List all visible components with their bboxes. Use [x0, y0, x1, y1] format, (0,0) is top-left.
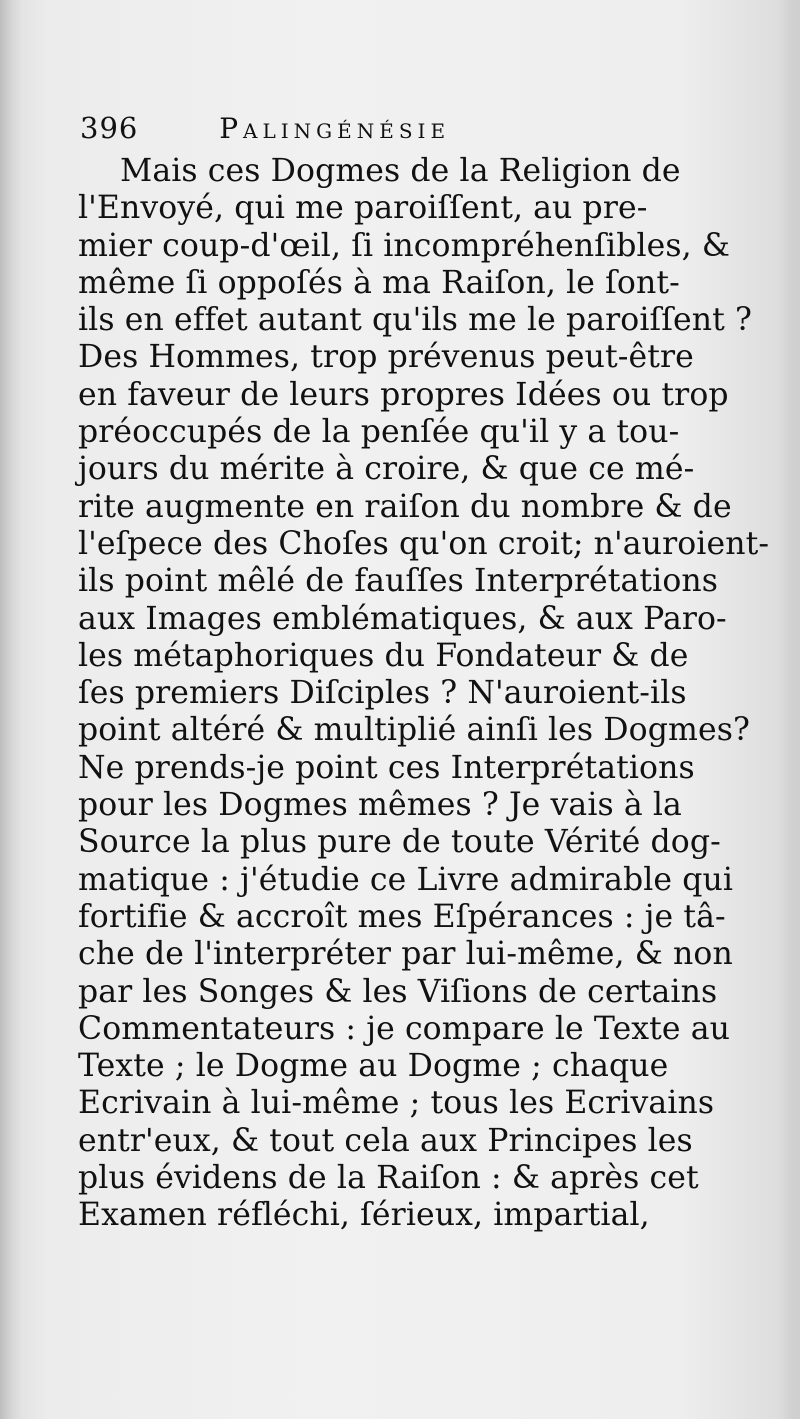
- text-line: ſes premiers Diſciples ? N'auroient-ils: [78, 675, 687, 712]
- text-line: point altéré & multiplié ainſi les Dogmes?: [78, 712, 750, 749]
- text-line: che de l'interpréter par lui-même, & non: [78, 936, 733, 973]
- text-line: ils point mêlé de fauſſes Interprétations: [78, 563, 719, 600]
- text-line: pour les Dogmes mêmes ? Je vais à la: [78, 787, 682, 824]
- text-line: l'eſpece des Choſes qu'on croit; n'auroient-: [78, 525, 770, 562]
- text-line: aux Images emblématiques, & aux Paro-: [78, 600, 727, 637]
- text-line: préoccupés de la penſée qu'il y a tou-: [78, 414, 680, 451]
- text-line: ils en effet autant qu'ils me le paroiſſent ?: [78, 302, 753, 339]
- text-line: même ſi oppoſés à ma Raiſon, le ſont-: [78, 264, 680, 301]
- text-line: Source la plus pure de toute Vérité dog-: [78, 824, 721, 861]
- page-edge-shadow: [782, 0, 800, 1419]
- text-line: jours du mérite à croire, & que ce mé-: [78, 451, 695, 488]
- text-line: Mais ces Dogmes de la Religion de: [120, 153, 681, 189]
- page-number: 396: [80, 111, 139, 145]
- body-text: [78, 153, 770, 1235]
- text-line: Ne prends-je point ces Interprétations: [78, 749, 695, 786]
- text-line: Texte ; le Dogme au Dogme ; chaque: [78, 1048, 669, 1085]
- text-line: matique : j'étudie ce Livre admirable qui: [78, 861, 734, 898]
- text-line: entr'eux, & tout cela aux Principes les: [78, 1122, 693, 1159]
- text-line: les métaphoriques du Fondateur & de: [78, 637, 689, 674]
- running-title: Palingénésie: [219, 112, 451, 145]
- text-line: en faveur de leurs propres Idées ou trop: [78, 376, 729, 413]
- page-header: [80, 106, 720, 150]
- page-gutter-shadow: [0, 0, 22, 1419]
- text-line: mier coup-d'œil, ſi incompréhenſibles, &: [78, 227, 731, 264]
- text-line: par les Songes & les Viſions de certains: [78, 973, 718, 1010]
- text-line: Des Hommes, trop prévenus peut-être: [78, 339, 694, 376]
- text-line: l'Envoyé, qui me paroiſſent, au pre-: [78, 190, 648, 227]
- text-line: plus évidens de la Raiſon : & après cet: [78, 1160, 699, 1197]
- text-line: rite augmente en raiſon du nombre & de: [78, 488, 732, 525]
- text-line: Ecrivain à lui-même ; tous les Ecrivains: [78, 1085, 715, 1122]
- text-line: fortifie & accroît mes Eſpérances : je tâ-: [78, 898, 726, 935]
- text-line: Examen réfléchi, ſérieux, impartial,: [78, 1197, 650, 1234]
- text-line: Commentateurs : je compare le Texte au: [78, 1010, 731, 1047]
